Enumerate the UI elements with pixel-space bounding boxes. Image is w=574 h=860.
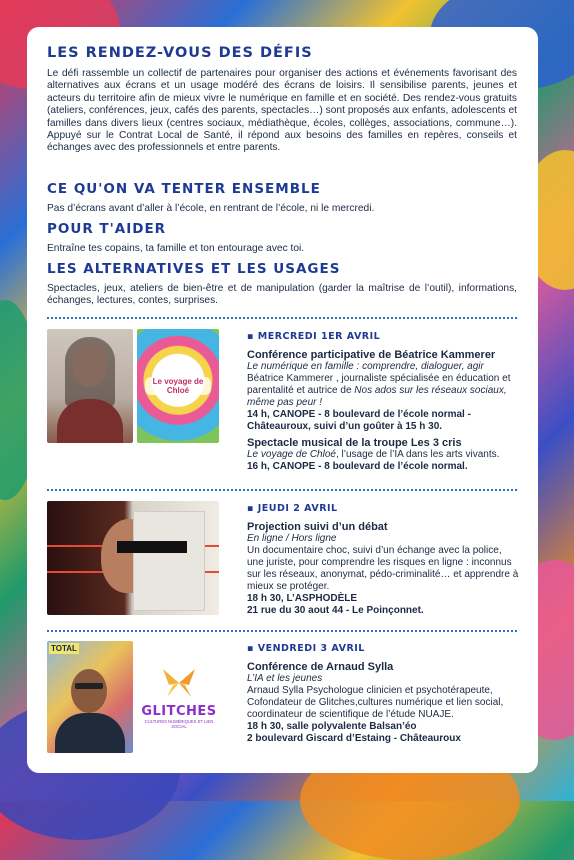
event-details [247, 643, 519, 745]
section-text: Le défi rassemble un collectif de partenaires pour organiser des actions et événements favorisant des alternatives aux écrans et un usage modéré des écrans de loisirs. Il sensibilise parents, jeunes et acteurs du territoire afin de mieux vivre le numérique en famille et en société. Des rendez-vous gratuits (ateliers, conférences, jeux, cafés des parents, spectacles…) sont proposés aux enfants, adolescents et familles dans divers lieux (centres sociaux, médiathèque, écoles, collèges, associations, commune…). Appuyé sur le Contrat Local de Santé, il répond aux besoins des familles en repères, conseils et échanges avec des professionnels et entre parents. [47, 68, 517, 154]
event-details [247, 503, 519, 617]
event-title: Spectacle musical de la troupe Les 3 cris [247, 437, 462, 449]
speaker-photo [47, 641, 133, 753]
event-description: Un documentaire choc, suivi d’un échange avec la police, une juriste, pour comprendre les risques en ligne : inconnus sur les réseaux, anonymat, pédo-criminalité… et apprendre à mieux se protéger. [247, 545, 519, 592]
section-heading: LES RENDEZ-VOUS DES DÉFIS [47, 45, 313, 61]
poster-title: Le voyage de Chloé [145, 377, 211, 395]
event-subtitle: En ligne / Hors ligne [247, 533, 337, 544]
event-date: ▪ JEUDI 2 AVRIL [247, 503, 338, 514]
event-title: Projection suivi d’un débat [247, 521, 388, 533]
dotted-divider [47, 489, 517, 491]
section-heading: POUR T'AIDER [47, 221, 167, 237]
event-date: ▪ VENDREDI 3 AVRIL [247, 643, 365, 654]
section-heading: LES ALTERNATIVES ET LES USAGES [47, 261, 341, 277]
event-time: 14 h, CANOPE - 8 boulevard de l’école normal - Châteauroux, suivi d’un goûter à 15 h 30. [247, 409, 471, 432]
event-description: Béatrice Kammerer , journaliste spécialisée en éducation et parentalité et autrice de Nos ados sur les réseaux sociaux, même pas peur ! [247, 373, 511, 408]
documentary-poster [47, 501, 219, 615]
section-text: Spectacles, jeux, ateliers de bien-être et de manipulation (garder la maîtrise de l’outil), informations, échanges, lectures, contes, surprises. [47, 283, 517, 307]
section-text: Pas d’écrans avant d’aller à l’école, en rentrant de l’école, ni le mercredi. [47, 203, 375, 214]
content-card [27, 27, 538, 773]
event-address: 21 rue du 30 aout 44 - Le Poinçonnet. [247, 605, 424, 616]
logo-tagline: CULTURES NUMÉRIQUES ET LIEN SOCIAL [144, 719, 214, 729]
glitches-logo [139, 667, 219, 727]
section-heading: CE QU'ON VA TENTER ENSEMBLE [47, 181, 321, 197]
event-subtitle: Le numérique en famille : comprendre, dialoguer, agir [247, 361, 484, 372]
event-time: 16 h, CANOPE - 8 boulevard de l’école normal. [247, 461, 468, 472]
event-time: 18 h 30, L’ASPHODÈLE [247, 593, 358, 604]
event-subtitle: L’IA et les jeunes [247, 673, 323, 684]
event-date: ▪ MERCREDI 1ER AVRIL [247, 331, 381, 342]
event-title: Conférence de Arnaud Sylla [247, 661, 394, 673]
show-poster [137, 329, 219, 443]
logo-name: GLITCHES [141, 704, 217, 719]
section-text: Entraîne tes copains, ta famille et ton entourage avec toi. [47, 243, 305, 254]
portrait-photo [47, 329, 133, 443]
event-description: Le voyage de Chloé, l’usage de l’IA dans les arts vivants. [247, 449, 500, 460]
event-time: 18 h 30, salle polyvalente Balsan’éo [247, 721, 417, 732]
event-address: 2 boulevard Giscard d’Estaing - Châteauroux [247, 733, 461, 744]
poster-text: TOTAL [51, 644, 77, 653]
dotted-divider [47, 317, 517, 319]
event-title: Conférence participative de Béatrice Kammerer [247, 349, 496, 361]
event-details [247, 331, 519, 473]
butterfly-icon [159, 667, 199, 699]
dotted-divider [47, 630, 517, 632]
event-description: Arnaud Sylla Psychologue clinicien et psychotérapeute, Cofondateur de Glitches,cultures numérique et lien social, coordinateur de scientifique de l’étude NUAJE. [247, 685, 504, 720]
